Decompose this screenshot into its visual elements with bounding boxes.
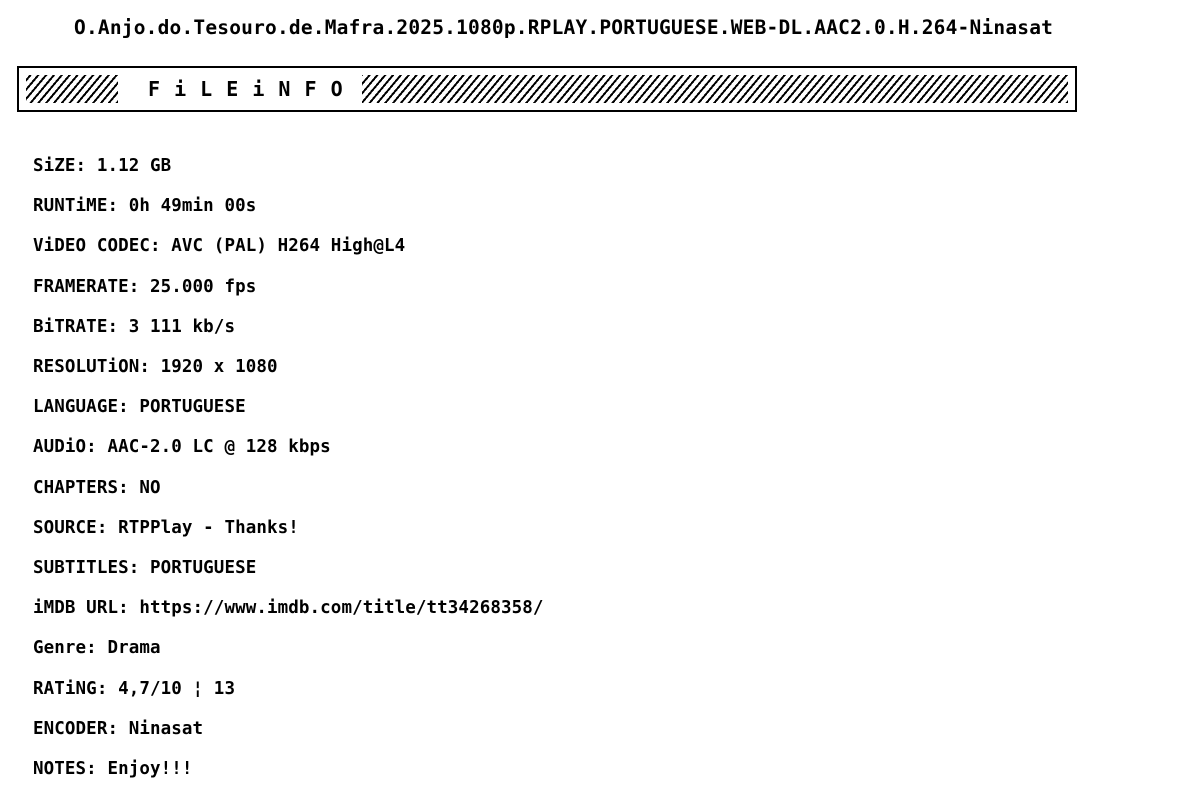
list-item: AUDiO: AAC-2.0 LC @ 128 kbps: [33, 437, 331, 458]
list-item: FRAMERATE: 25.000 fps: [33, 276, 257, 297]
list-item: RUNTiME: 0h 49min 00s: [33, 196, 257, 217]
list-item: LANGUAGE: PORTUGUESE: [33, 397, 246, 418]
list-item-imdb-url[interactable]: iMDB URL: https://www.imdb.com/title/tt34268358/: [33, 598, 544, 619]
section-title: F i L E i N F O: [148, 77, 344, 101]
file-info-list: [33, 146, 1133, 789]
release-title: O.Anjo.do.Tesouro.de.Mafra.2025.1080p.RPLAY.PORTUGUESE.WEB-DL.AAC2.0.H.264-Ninasat: [74, 16, 1054, 39]
list-item: CHAPTERS: NO: [33, 477, 161, 498]
list-item: RATiNG: 4,7/10 ¦ 13: [33, 678, 236, 699]
list-item: BiTRATE: 3 111 kb/s: [33, 316, 236, 337]
list-item: Genre: Drama: [33, 638, 161, 659]
list-item: SOURCE: RTPPlay - Thanks!: [33, 517, 299, 538]
list-item: NOTES: Enjoy!!!: [33, 759, 193, 780]
list-item: SiZE: 1.12 GB: [33, 156, 172, 176]
list-item: ENCODER: Ninasat: [33, 718, 204, 739]
hatch-pattern-right-icon: [362, 75, 1068, 103]
hatch-pattern-left-icon: [26, 75, 118, 103]
list-item: RESOLUTiON: 1920 x 1080: [33, 357, 278, 378]
list-item: ViDEO CODEC: AVC (PAL) H264 High@L4: [33, 236, 406, 257]
file-info-section-header: [17, 66, 1077, 112]
list-item: SUBTITLES: PORTUGUESE: [33, 558, 257, 579]
